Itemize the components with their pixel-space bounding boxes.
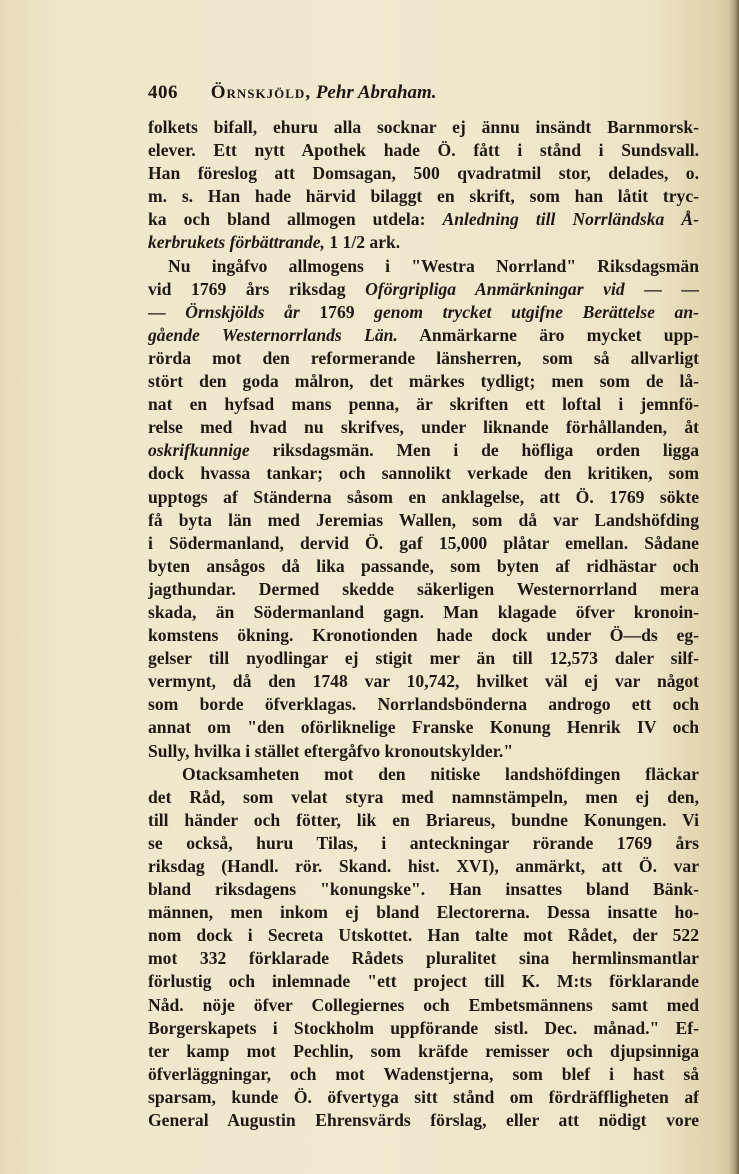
text-line [148, 786, 699, 809]
text-segment: Han föreslog att Domsagan, 500 qvadratmil stor, delades, o. [148, 163, 699, 184]
text-line [148, 509, 699, 532]
text-line [148, 347, 699, 370]
text-line [148, 647, 699, 670]
text-segment: rörda mot den reformerande länsherren, som så allvarligt [148, 347, 699, 368]
text-line [148, 1109, 699, 1132]
text-segment: få byta län med Jeremias Wallen, som då var Landshöfding [148, 509, 699, 530]
text-segment: 1769 [299, 301, 375, 322]
text-segment: gelser till nyodlingar ej stigit mer än till 12,573 daler silf- [148, 648, 699, 669]
text-line [148, 439, 699, 462]
text-segment: Nåd. nöje öfver Collegiernes och Embetsmännens samt med [148, 994, 699, 1015]
text-segment: riksdagsmän. Men i de höfliga orden ligga [249, 440, 699, 461]
italic-text-segment: genom trycket utgifne Berättelse an- [374, 301, 699, 322]
text-line [148, 116, 699, 139]
text-segment: till händer och fötter, lik en Briareus, bundne Konungen. Vi [148, 809, 699, 830]
text-line [148, 578, 699, 601]
text-line [148, 139, 699, 162]
text-segment: 1 1/2 ark. [324, 232, 401, 253]
text-line [148, 809, 699, 832]
text-segment: dock hvassa tankar; och sannolikt verkade den kritiken, som [148, 463, 699, 484]
text-segment: Borgerskapets i Stockholm uppförande sistl. Dec. månad." Ef- [148, 1017, 699, 1038]
text-segment: byten ansågos då lika passande, som byten af ridhästar och [148, 555, 699, 576]
text-line [148, 416, 699, 439]
text-line [148, 1086, 699, 1109]
text-segment: sparsam, kunde Ö. öfvertyga sitt stånd om fördräffligheten af [148, 1086, 699, 1107]
text-line [148, 994, 699, 1017]
text-segment: nat en hyfsad mans penna, är skriften ett loftal i jemnfö- [148, 394, 699, 415]
text-line [148, 324, 699, 347]
text-line [148, 970, 699, 993]
text-line [148, 462, 699, 485]
text-line [148, 208, 699, 231]
text-segment: — — [624, 278, 699, 299]
text-line [148, 878, 699, 901]
text-segment: öfverläggningar, och mot Wadenstjerna, som blef i hast så [148, 1063, 699, 1084]
text-segment: som borde öfverklagas. Norrlandsbönderna androgo ett och [148, 694, 699, 715]
text-segment: m. s. Han hade härvid bilaggt en skrift, som han låtit tryc- [148, 186, 699, 207]
text-line [148, 763, 699, 786]
text-segment: komstens ökning. Kronotionden hade dock under Ö—ds eg- [148, 625, 699, 646]
text-line [148, 1063, 699, 1086]
text-segment: vermynt, då den 1748 var 10,742, hvilket väl ej var något [148, 671, 699, 692]
text-segment: vid 1769 års riksdag [148, 278, 366, 299]
text-segment: annat om "den oförliknelige Franske Konung Henrik IV och [148, 717, 699, 738]
text-line [148, 185, 699, 208]
text-line [148, 693, 699, 716]
text-line [148, 555, 699, 578]
page-edge-shadow [729, 0, 739, 1174]
body-text [148, 116, 699, 1132]
text-segment: det Råd, som velat styra med namnstämpeln, men ej den, [148, 786, 699, 807]
text-segment: relse med hvad nu skrifves, under liknande förhållanden, åt [148, 417, 699, 438]
header-surname: Örnskjöld, [210, 82, 312, 103]
text-segment: General Augustin Ehrensvärds förslag, eller att nödigt vore [148, 1110, 699, 1131]
text-line [148, 624, 699, 647]
italic-text-segment: Anledning till Norrländska Å- [442, 209, 699, 230]
text-segment: i Södermanland, dervid Ö. gaf 15,000 plåtar emellan. Sådane [148, 532, 699, 553]
text-line [148, 301, 699, 324]
text-line [148, 716, 699, 739]
text-line [148, 1017, 699, 1040]
text-line [148, 601, 699, 624]
text-segment: riksdag (Handl. rör. Skand. hist. XVI), anmärkt, att Ö. var [148, 856, 699, 876]
text-segment: nom dock i Secreta Utskottet. Han talte mot Rådet, der 522 [148, 925, 699, 946]
text-segment: skada, än Södermanland gagn. Man klagade öfver kronoin- [148, 601, 699, 622]
text-line [148, 947, 699, 970]
page-number: 406 [148, 82, 178, 103]
text-segment: upptogs af Ständerna såsom en anklagelse, att Ö. 1769 sökte [148, 486, 699, 507]
text-line [148, 670, 699, 693]
text-segment: Nu ingåfvo allmogens i "Westra Norrland" Riksdagsmän [168, 255, 699, 276]
text-line [148, 532, 699, 555]
text-line [148, 740, 699, 763]
text-segment: elever. Ett nytt Apothek hade Ö. fått i stånd i Sundsvall. [148, 140, 699, 161]
italic-text-segment: kerbrukets förbättrande, [148, 232, 325, 253]
text-line [148, 855, 699, 878]
text-line [148, 370, 699, 393]
text-segment: mot 332 förklarade Rådets pluralitet sina hermlinsmantlar [148, 948, 699, 969]
italic-text-segment: Oförgripliga Anmärkningar vid [365, 278, 625, 299]
text-line [148, 832, 699, 855]
text-segment: Sully, hvilka i stället eftergåfvo kronoutskylder." [148, 740, 514, 761]
italic-text-segment: Örnskjölds år [185, 301, 300, 322]
text-segment: stört den goda målron, det märkes tydligt; men som de lå- [148, 371, 699, 392]
text-segment: männen, men inkom ej bland Electorerna. Dessa insatte ho- [148, 902, 699, 923]
text-segment: folkets bifall, ehuru alla socknar ej ännu insändt Barnmorsk- [148, 117, 699, 137]
italic-text-segment: gående Westernorrlands Län. [148, 324, 398, 345]
text-line [148, 255, 699, 278]
text-line [148, 278, 699, 301]
text-segment: bland riksdagens "konungske". Han insattes bland Bänk- [148, 879, 699, 900]
text-segment: — [148, 301, 186, 322]
text-line [148, 231, 699, 254]
running-header [148, 82, 708, 104]
text-segment: jagthundar. Dermed skedde säkerligen Westernorrland mera [148, 578, 699, 599]
header-given-name: Pehr Abraham. [315, 82, 437, 103]
text-line [148, 486, 699, 509]
text-line [148, 393, 699, 416]
text-segment: ter kamp mot Pechlin, som kräfde remisser och djupsinniga [148, 1040, 699, 1061]
text-line [148, 901, 699, 924]
italic-text-segment: oskrifkunnige [148, 440, 250, 461]
text-segment: förlustig och inlemnade "ett project till K. M:ts förklarande [148, 971, 699, 992]
text-segment: Anmärkarne äro mycket upp- [397, 324, 699, 345]
text-segment: ka och bland allmogen utdela: [148, 209, 443, 230]
text-line [148, 924, 699, 947]
text-line [148, 162, 699, 185]
text-segment: Otacksamheten mot den nitiske landshöfdingen fläckar [182, 763, 699, 784]
text-segment: se också, huru Tilas, i anteckningar rörande 1769 års [148, 832, 699, 853]
text-line [148, 1040, 699, 1063]
